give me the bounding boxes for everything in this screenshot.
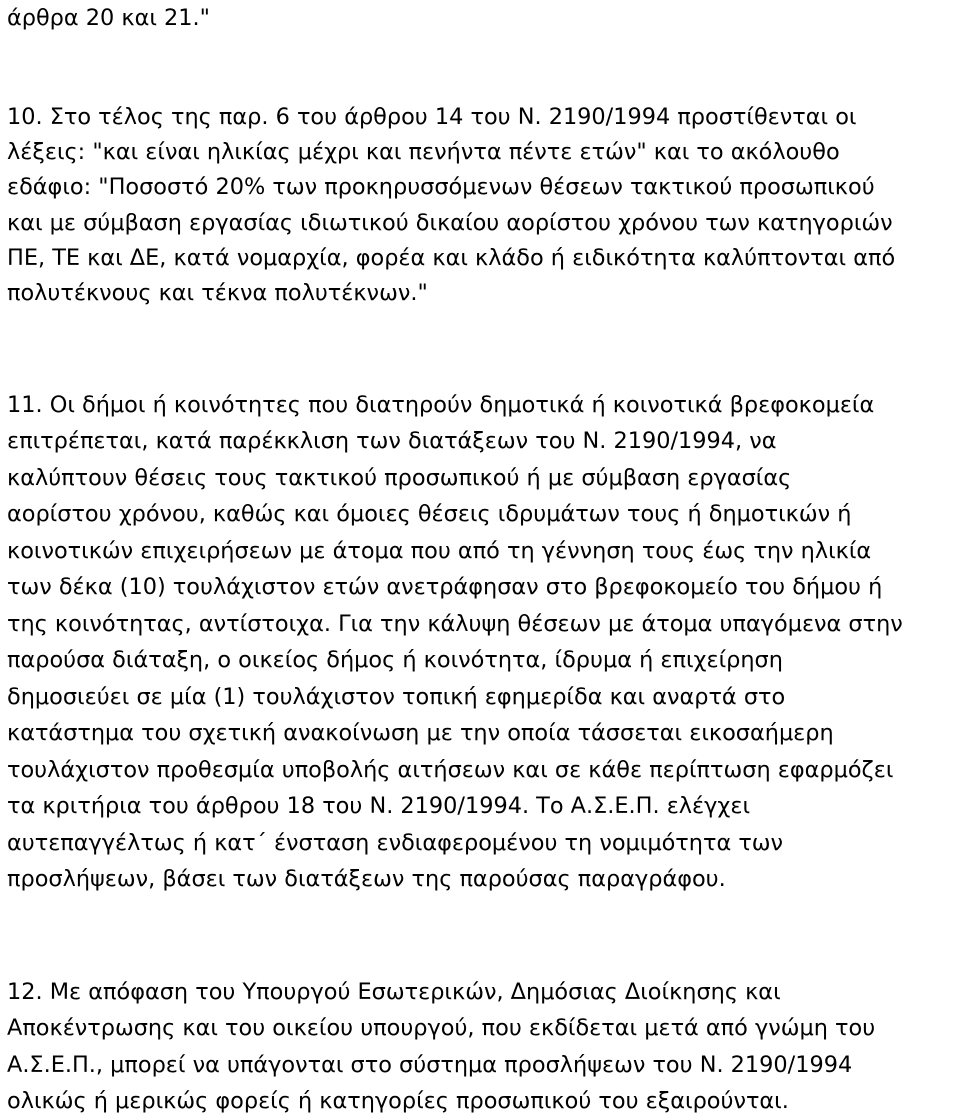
paragraph-line: τουλάχιστον προθεσμία υποβολής αιτήσεων και σε κάθε περίπτωση εφαρμόζει [7,757,894,783]
paragraph-line: 11. Οι δήμοι ή κοινότητες που διατηρούν δημοτικά ή κοινοτικά βρεφοκομεία [7,392,875,418]
paragraph-line: τα κριτήρια του άρθρου 18 του Ν. 2190/1994. Το Α.Σ.Ε.Π. ελέγχει [7,793,751,819]
paragraph-line: λέξεις: "και είναι ηλικίας μέχρι και πενήντα πέντε ετών" και το ακόλουθο [7,139,840,165]
paragraph-line: ολικώς ή μερικώς φορείς ή κατηγορίες προσωπικού του εξαιρούνται. [7,1088,789,1114]
paragraph-line: προσλήψεων, βάσει των διατάξεων της παρούσας παραγράφου. [7,866,726,892]
paragraph-line: παρούσα διάταξη, ο οικείος δήμος ή κοινότητα, ίδρυμα ή επιχείρηση [7,647,783,673]
paragraph-line: των δέκα (10) τουλάχιστον ετών ανετράφησαν στο βρεφοκομείο του δήμου ή [7,574,883,600]
paragraph-line: Α.Σ.Ε.Π., μπορεί να υπάγονται στο σύστημα προσλήψεων του Ν. 2190/1994 [7,1052,853,1078]
intro-line: άρθρα 20 και 21." [7,5,210,31]
paragraph-line: Αποκέντρωσης και του οικείου υπουργού, που εκδίδεται μετά από γνώμη του [7,1015,876,1041]
paragraph-line: της κοινότητας, αντίστοιχα. Για την κάλυψη θέσεων με άτομα υπαγόμενα στην [7,611,903,637]
paragraph-line: και με σύμβαση εργασίας ιδιωτικού δικαίου αορίστου χρόνου των κατηγοριών [7,210,893,236]
paragraph-line: εδάφιο: "Ποσοστό 20% των προκηρυσσόμενων θέσεων τακτικού προσωπικού [7,174,875,200]
paragraph-line: κατάστημα του σχετική ανακοίνωση με την οποία τάσσεται εικοσαήμερη [7,720,834,746]
paragraph-line: δημοσιεύει σε μία (1) τουλάχιστον τοπική εφημερίδα και αναρτά στο [7,684,786,710]
paragraph-line: αυτεπαγγέλτως ή κατ΄ ένσταση ενδιαφερομένου τη νομιμότητα των [7,830,784,856]
paragraph-line: επιτρέπεται, κατά παρέκκλιση των διατάξεων του Ν. 2190/1994, να [7,428,777,454]
paragraph-line: 10. Στο τέλος της παρ. 6 του άρθρου 14 του Ν. 2190/1994 προστίθενται οι [7,104,857,130]
paragraph-line: ΠΕ, ΤΕ και ΔΕ, κατά νομαρχία, φορέα και κλάδο ή ειδικότητα καλύπτονται από [7,245,896,271]
paragraph-line: αορίστου χρόνου, καθώς και όμοιες θέσεις ιδρυμάτων τους ή δημοτικών ή [7,501,852,527]
paragraph-line: 12. Με απόφαση του Υπουργού Εσωτερικών, Δημόσιας Διοίκησης και [7,979,781,1005]
paragraph-line: κοινοτικών επιχειρήσεων με άτομα που από τη γέννηση τους έως την ηλικία [7,538,872,564]
paragraph-line: πολυτέκνους και τέκνα πολυτέκνων." [7,280,428,306]
paragraph-line: καλύπτουν θέσεις τους τακτικού προσωπικού ή με σύμβαση εργασίας [7,465,792,491]
